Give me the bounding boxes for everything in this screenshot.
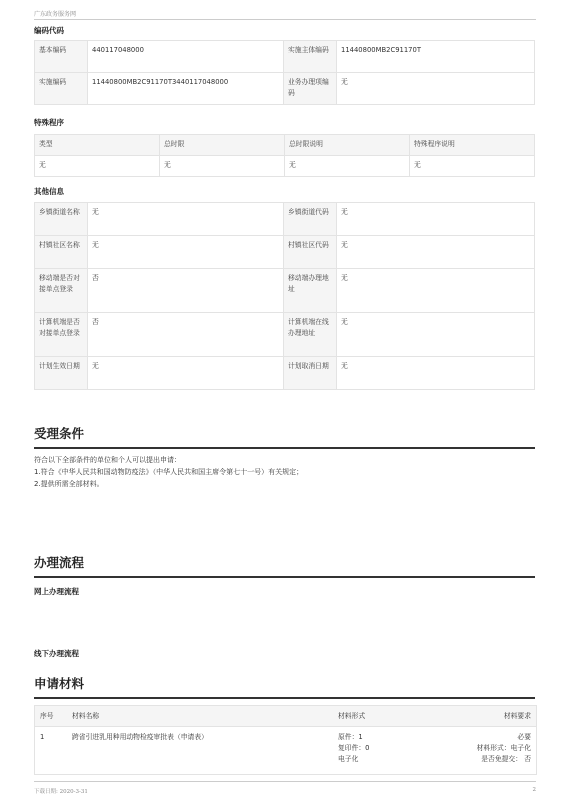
materials-table <box>34 705 537 775</box>
town-name-label: 乡镇街道名称 <box>35 203 88 236</box>
material-name: 跨省引进乳用种用动物检疫审批表（申请表） <box>72 733 208 741</box>
table-row <box>35 269 535 313</box>
materials-heading: 申请材料 <box>34 674 535 699</box>
col-form-header: 材料形式 <box>338 712 366 720</box>
download-date: 下载日期: 2020-3-31 <box>34 789 88 795</box>
town-code-label: 乡镇街道代码 <box>284 203 337 236</box>
conditions-line: 1.符合《中华人民共和国动物防疫法》（中华人民共和国主席令第七十一号）有关规定； <box>34 468 304 476</box>
material-form-original: 原件：1 <box>338 733 363 741</box>
pc-sso-label: 计算机端是否对接单点登录 <box>35 313 88 357</box>
site-header: 广东政务服务网 <box>34 11 77 18</box>
pc-sso-value: 否 <box>88 313 284 357</box>
material-form-electronic: 电子化 <box>338 755 359 763</box>
special-table <box>34 134 535 177</box>
basic-code-label: 基本编码 <box>35 41 88 73</box>
special-time-limit-header: 总时限 <box>160 135 285 156</box>
other-info-table <box>34 202 535 390</box>
special-section-title: 特殊程序 <box>34 118 64 127</box>
codes-section-title: 编码代码 <box>34 26 64 35</box>
header-divider <box>34 19 536 20</box>
material-form <box>338 732 370 765</box>
town-name-value: 无 <box>88 203 284 236</box>
material-req-form: 材料形式：电子化 <box>476 744 531 752</box>
cancel-date-label: 计划取消日期 <box>284 357 337 390</box>
impl-subject-code-label: 实施主体编码 <box>284 41 337 73</box>
table-row <box>35 313 535 357</box>
community-code-value: 无 <box>337 236 535 269</box>
town-code-value: 无 <box>337 203 535 236</box>
material-form-copy: 复印件：0 <box>338 744 370 752</box>
community-code-label: 村镇社区代码 <box>284 236 337 269</box>
special-program-note-value: 无 <box>410 156 535 177</box>
community-name-value: 无 <box>88 236 284 269</box>
col-req-header: 材料要求 <box>503 712 531 720</box>
material-no: 1 <box>40 733 45 741</box>
special-type-header: 类型 <box>35 135 160 156</box>
codes-table <box>34 40 535 105</box>
pc-address-value: 无 <box>337 313 535 357</box>
material-req-exempt: 是否免提交： 否 <box>481 755 531 763</box>
conditions-heading: 受理条件 <box>34 424 535 449</box>
business-code-label: 业务办理项编码 <box>284 73 337 105</box>
table-row <box>35 73 535 105</box>
conditions-line: 2.提供所需全部材料。 <box>34 480 104 488</box>
basic-code-value: 440117048000 <box>88 41 284 73</box>
process-heading: 办理流程 <box>34 553 535 578</box>
mobile-address-value: 无 <box>337 269 535 313</box>
table-row <box>35 156 535 177</box>
impl-subject-code-value: 11440800MB2C91170T <box>337 41 535 73</box>
page-number: 2 <box>532 787 536 793</box>
offline-process-title: 线下办理流程 <box>34 649 79 658</box>
table-row <box>35 357 535 390</box>
mobile-address-label: 移动端办理地址 <box>284 269 337 313</box>
cancel-date-value: 无 <box>337 357 535 390</box>
conditions-line: 符合以下全部条件的单位和个人可以提出申请： <box>34 456 181 464</box>
col-name-header: 材料名称 <box>72 712 100 720</box>
other-section-title: 其他信息 <box>34 187 64 196</box>
mobile-sso-value: 否 <box>88 269 284 313</box>
impl-code-label: 实施编码 <box>35 73 88 105</box>
special-time-note-value: 无 <box>285 156 410 177</box>
special-program-note-header: 特殊程序说明 <box>410 135 535 156</box>
material-req-required: 必要 <box>517 733 531 741</box>
materials-header-row <box>35 706 536 727</box>
pc-address-label: 计算机端在线办理地址 <box>284 313 337 357</box>
material-requirements <box>477 732 531 765</box>
effective-date-label: 计划生效日期 <box>35 357 88 390</box>
community-name-label: 村镇社区名称 <box>35 236 88 269</box>
online-process-title: 网上办理流程 <box>34 587 79 596</box>
impl-code-value: 11440800MB2C91170T3440117048000 <box>88 73 284 105</box>
table-row <box>35 203 535 236</box>
mobile-sso-label: 移动端是否对接单点登录 <box>35 269 88 313</box>
table-row <box>35 236 535 269</box>
conditions-text <box>34 454 303 490</box>
business-code-value: 无 <box>337 73 535 105</box>
footer-divider <box>34 781 536 782</box>
effective-date-value: 无 <box>88 357 284 390</box>
special-time-note-header: 总时限说明 <box>285 135 410 156</box>
col-no-header: 序号 <box>40 712 54 720</box>
special-time-limit-value: 无 <box>160 156 285 177</box>
table-row <box>35 41 535 73</box>
special-type-value: 无 <box>35 156 160 177</box>
table-row <box>35 135 535 156</box>
